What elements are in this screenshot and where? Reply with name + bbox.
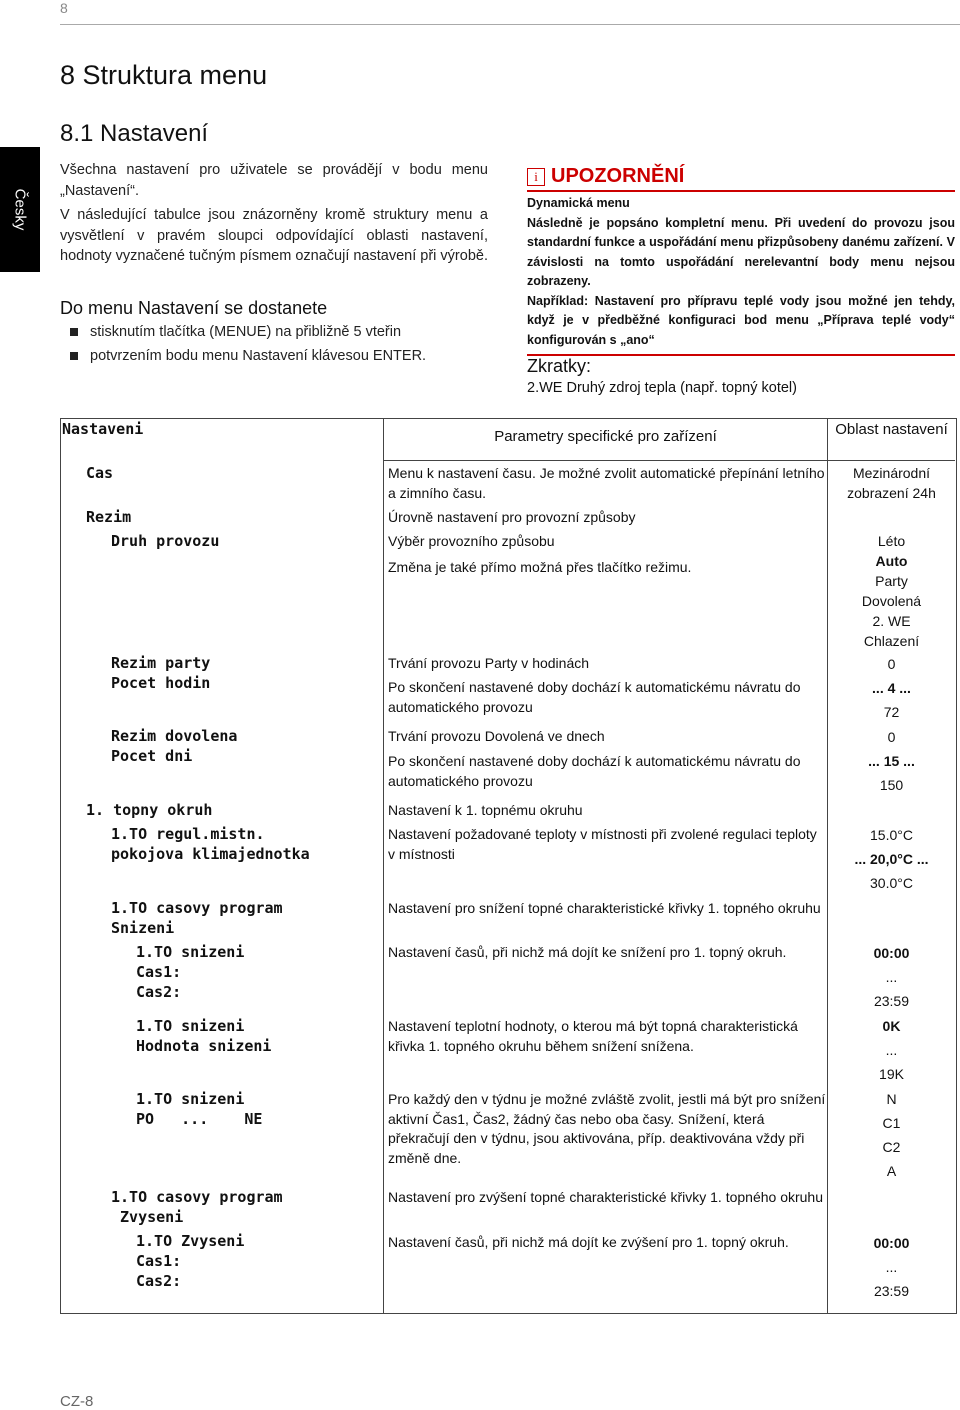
list-item-text: potvrzením bodu menu Nastavení klávesou ENTER.: [90, 348, 427, 364]
range-sep: ...: [885, 1042, 898, 1058]
page-number: 8: [60, 0, 68, 16]
menu-prog-zvyseni: 1.TO casovy program Zvyseni: [111, 1188, 283, 1226]
option-default: Auto: [875, 553, 908, 569]
menu-snizeni-hodnota: 1.TO snizeni Hodnota snizeni: [136, 1017, 272, 1055]
top-rule: [60, 24, 960, 25]
table-header-rule: [383, 460, 955, 461]
option: C2: [882, 1139, 901, 1155]
option: 2. WE: [872, 613, 911, 629]
desc-prog-zvyseni: Nastavení pro zvýšení topné charakteristické křivky 1. topného okruhu: [388, 1189, 823, 1205]
menu-dovolena: Rezim dovolena Pocet dni: [111, 727, 238, 765]
intro-paragraph: Všechna nastavení pro uživatele se provádějí v bodu menu „Nastavení“.: [60, 162, 488, 199]
list-item: [70, 320, 426, 344]
val-zvyseni-cas: [828, 1233, 955, 1301]
table-header-params: Parametry specifické pro zařízení: [494, 428, 717, 445]
val-druh: [828, 531, 955, 651]
list-item: [70, 344, 426, 368]
range-default: ... 15 ...: [868, 753, 915, 769]
info-icon: i: [527, 168, 545, 186]
menu-snizeni-dny: 1.TO snizeni PO ... NE: [136, 1090, 263, 1128]
table-divider: [383, 418, 384, 1313]
desc-druh: Výběr provozního způsobu: [388, 533, 555, 549]
option: C1: [882, 1115, 901, 1131]
range-min: 0: [887, 656, 896, 672]
abbr-heading: Zkratky:: [527, 356, 592, 376]
section-title: 8.1 Nastavení: [60, 120, 209, 147]
chapter-title: 8 Struktura menu: [60, 60, 268, 90]
val-snizeni-hodnota: [828, 1016, 955, 1084]
range-max: 19K: [879, 1066, 904, 1082]
intro-paragraph: V následující tabulce jsou znázorněny kromě struktury menu a vysvětlení v pravém sloupci odpovídající oblasti nastavení, hodnoty vyznačené tučným písmem označují nastavení při výrobě.: [60, 207, 488, 264]
range-default: 00:00: [873, 945, 910, 961]
menu-rezim: Rezim: [86, 508, 132, 526]
range-default: 0K: [882, 1018, 901, 1034]
note-paragraph: Následně je popsáno kompletní menu. Při uvedení do provozu jsou standardní funkce a uspořádání menu přizpůsobeny danému zařízení. V závislosti na tomto uspořádání nerelevantní body menu nejsou zobrazeny.: [527, 215, 955, 288]
menu-cas: Cas: [86, 464, 114, 482]
option: Party: [875, 573, 908, 589]
range-min: 0: [887, 729, 896, 745]
menu-prog-snizeni: 1.TO casovy program Snizeni: [111, 899, 283, 937]
menu-okruh: 1. topny okruh: [86, 801, 213, 819]
desc-cas: Menu k nastavení času. Je možné zvolit automatické přepínání letního a zimního času.: [388, 465, 825, 501]
page-footer: CZ-8: [60, 1393, 94, 1410]
range-default: 00:00: [873, 1235, 910, 1251]
language-label: Česky: [11, 188, 29, 231]
note-box: [527, 165, 955, 356]
desc-rezim: Úrovně nastavení pro provozní způsoby: [388, 509, 636, 525]
list-item-text: stisknutím tlačítka (MENUE) na přibližně 5 vteřin: [90, 324, 402, 340]
option: A: [886, 1163, 897, 1179]
val-snizeni-cas: [828, 943, 955, 1011]
desc-dovolena-note: Po skončení nastavené doby dochází k automatickému návratu do automatického provozu: [388, 753, 801, 789]
language-tab: [0, 147, 40, 272]
desc-party-note: Po skončení nastavené doby dochází k automatickému návratu do automatického provozu: [388, 679, 801, 715]
menu-druh: Druh provozu: [111, 532, 220, 550]
option: Léto: [877, 533, 906, 549]
desc-snizeni-hodnota: Nastavení teplotní hodnoty, o kterou má být topná charakteristická křivka 1. topného okruhu během snížení snížena.: [388, 1018, 798, 1054]
desc-snizeni-cas: Nastavení časů, při nichž má dojít ke snížení pro 1. topný okruh.: [388, 944, 787, 960]
note-body: [527, 192, 955, 350]
menu-root: Nastaveni: [62, 420, 144, 438]
range-default: ... 4 ...: [872, 680, 911, 696]
menu-snizeni-cas: 1.TO snizeni Cas1: Cas2:: [136, 943, 245, 1001]
access-list: [70, 320, 426, 368]
range-max: 23:59: [873, 993, 910, 1009]
desc-snizeni-dny: Pro každý den v týdnu je možné zvláště zvolit, jestli má být pro snížení aktivní Čas1, Čas2, žádný čas nebo oba časy. Snížení, která překračují den v týdnu, jsou aktivována, příp. deaktivována vždy při změně dne.: [388, 1091, 826, 1166]
range-max: 30.0°C: [870, 875, 913, 891]
range-max: 150: [879, 777, 904, 793]
desc-okruh: Nastavení k 1. topnému okruhu: [388, 802, 583, 818]
range-max: 23:59: [873, 1283, 910, 1299]
bullet-icon: [70, 352, 78, 360]
menu-regul: 1.TO regul.mistn. pokojova klimajednotka: [111, 825, 310, 863]
desc-zvyseni-cas: Nastavení časů, při nichž má dojít ke zvýšení pro 1. topný okruh.: [388, 1234, 789, 1250]
range-max: 72: [883, 704, 900, 720]
desc-prog-snizeni: Nastavení pro snížení topné charakteristické křivky 1. topného okruhu: [388, 900, 821, 916]
note-rule: [527, 354, 955, 356]
val-dovolena: [828, 727, 955, 795]
access-heading: Do menu Nastavení se dostanete: [60, 298, 328, 318]
val-regul: [828, 825, 955, 893]
option: Dovolená: [861, 593, 922, 609]
range-sep: ...: [885, 969, 898, 985]
option: Chlazení: [863, 633, 920, 649]
desc-druh-note: Změna je také přímo možná přes tlačítko režimu.: [388, 559, 692, 575]
range-min: 15.0°C: [870, 827, 913, 843]
menu-party: Rezim party Pocet hodin: [111, 654, 211, 692]
note-paragraph: Například: Nastavení pro přípravu teplé vody jsou možné jen tehdy, když je v předběžné konfiguraci bod menu „Příprava teplé vody“ konfigurován s „ano“: [527, 293, 955, 347]
note-header: [527, 165, 955, 192]
range-default: ... 20,0°C ...: [854, 851, 929, 867]
option: N: [886, 1091, 897, 1107]
val-snizeni-dny: [828, 1089, 955, 1181]
abbr-text: 2.WE Druhý zdroj tepla (např. topný kotel): [527, 380, 797, 396]
val-cas: Mezinárodní zobrazení 24h: [847, 465, 936, 501]
desc-dovolena: Trvání provozu Dovolená ve dnech: [388, 728, 605, 744]
note-subtitle: Dynamická menu: [527, 196, 630, 210]
intro-text: [60, 160, 488, 271]
desc-party: Trvání provozu Party v hodinách: [388, 655, 590, 671]
val-party: [828, 654, 955, 722]
note-title: UPOZORNĚNÍ: [551, 165, 685, 187]
menu-zvyseni-cas: 1.TO Zvyseni Cas1: Cas2:: [136, 1232, 245, 1290]
desc-regul: Nastavení požadované teploty v místnosti při zvolené regulaci teploty v místnosti: [388, 826, 817, 862]
menu-table: [60, 418, 957, 1314]
table-header-range: Oblast nastavení: [835, 421, 948, 438]
bullet-icon: [70, 328, 78, 336]
range-sep: ...: [885, 1259, 898, 1275]
